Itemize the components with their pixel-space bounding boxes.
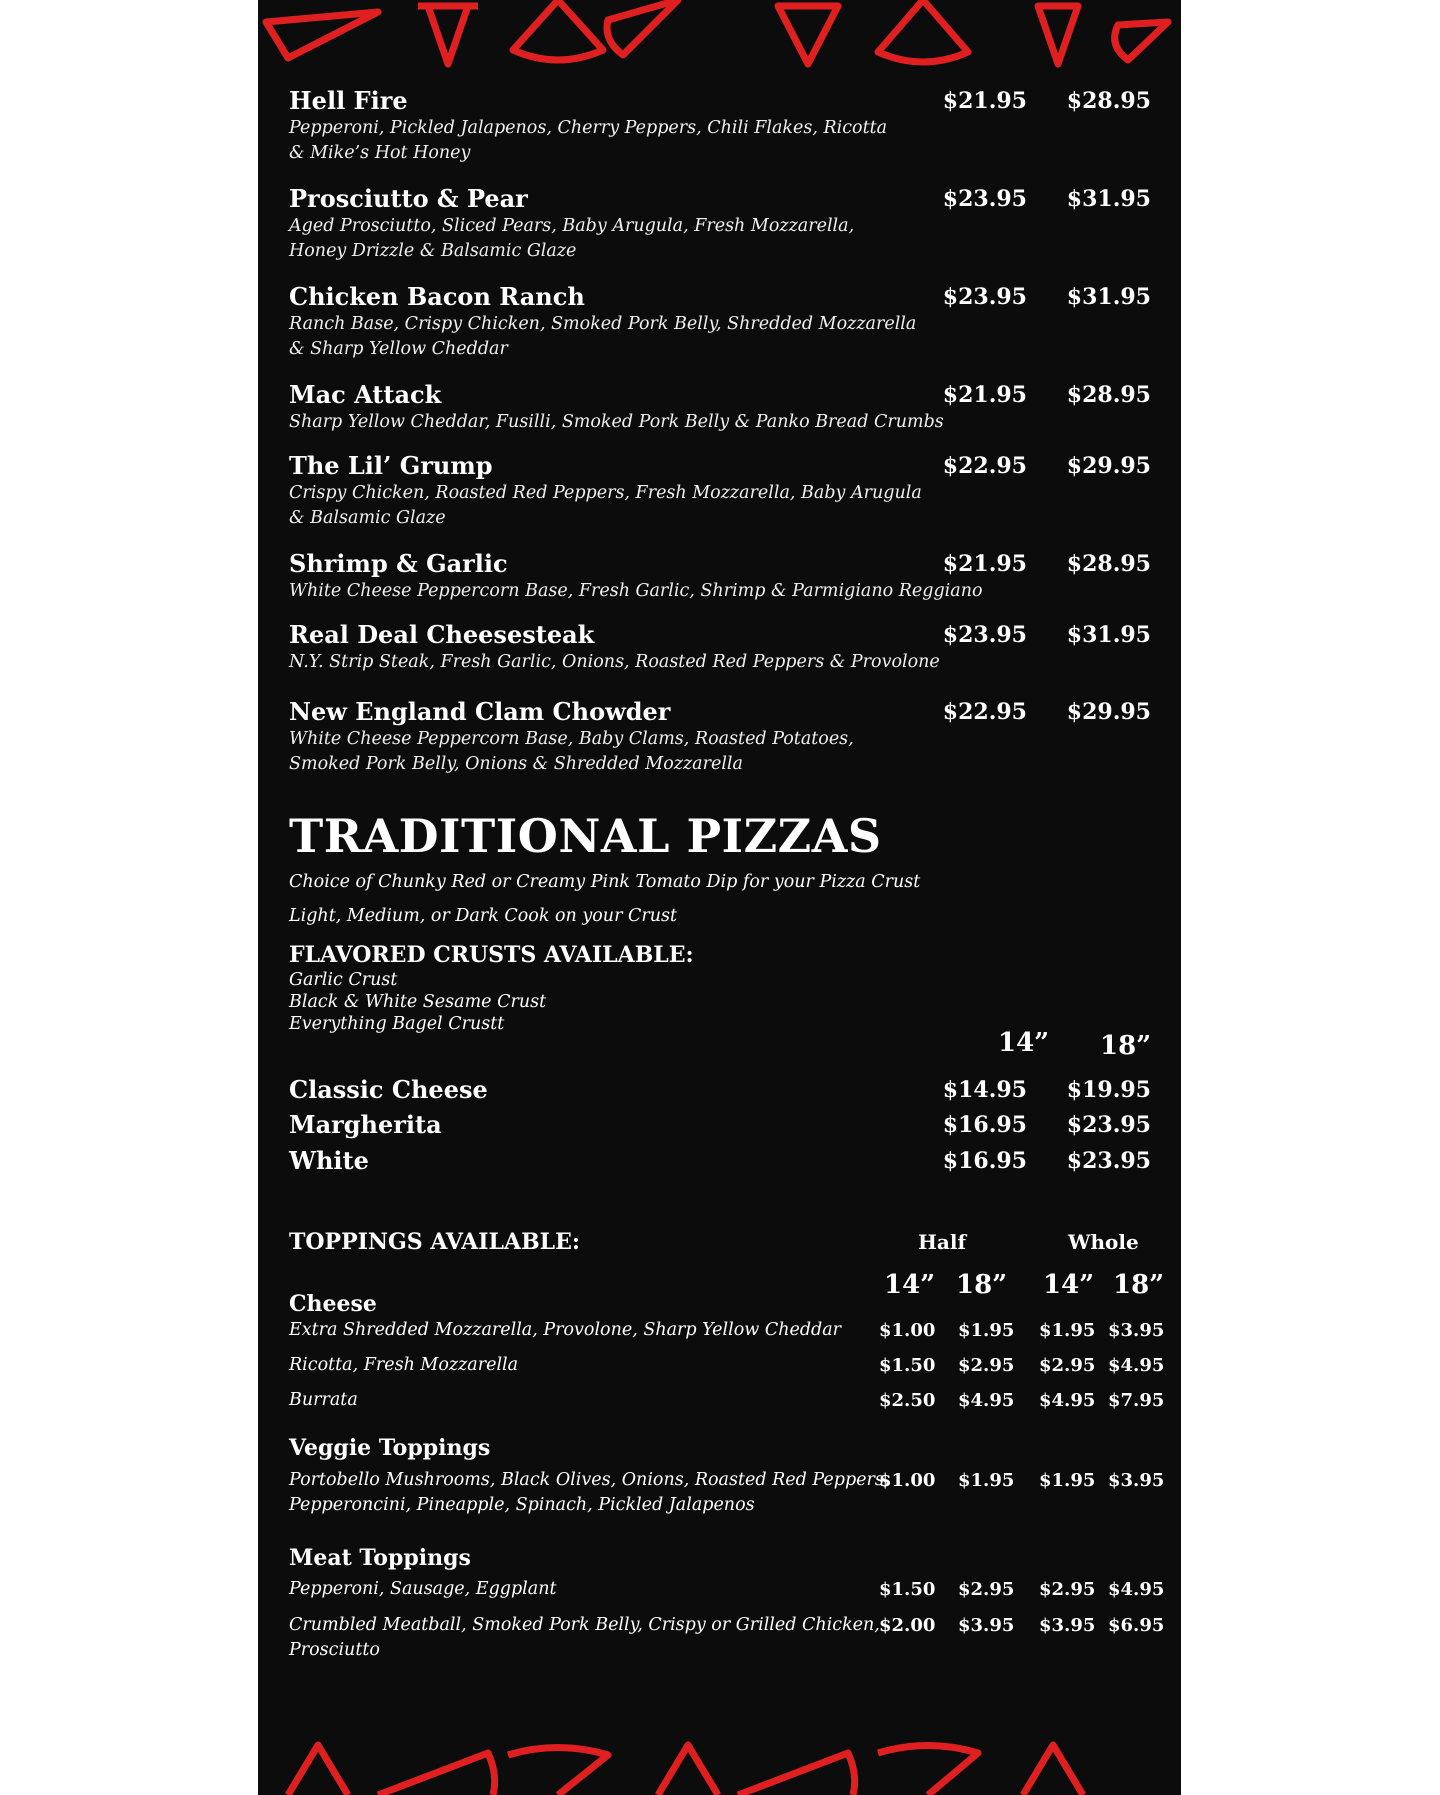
whole-18-price: $4.95 xyxy=(1108,1355,1165,1376)
pizza-description: Smoked Pork Belly, Onions & Shredded Mozzarella xyxy=(289,754,743,774)
specialty-pizza-item xyxy=(289,282,1151,362)
topping-description: Pepperoncini, Pineapple, Spinach, Pickled Jalapenos xyxy=(289,1495,755,1515)
pizza-description: & Mike’s Hot Honey xyxy=(289,143,471,163)
pizza-slice-icon xyxy=(878,0,968,62)
half-18-price: $2.95 xyxy=(958,1355,1015,1376)
pizza-slice-icon xyxy=(658,1745,718,1795)
pizza-description: Sharp Yellow Cheddar, Fusilli, Smoked Pork Belly & Panko Bread Crumbs xyxy=(289,412,944,432)
topping-row xyxy=(289,1613,1165,1663)
crust-item: Everything Bagel Crustt xyxy=(289,1014,505,1034)
price-14: $16.95 xyxy=(942,1112,1027,1138)
pizza-name: Real Deal Cheesesteak xyxy=(289,620,595,649)
half-14-price: $1.50 xyxy=(879,1355,936,1376)
specialty-pizza-item xyxy=(289,86,1151,166)
half-14-price: $1.50 xyxy=(879,1579,936,1600)
specialty-pizza-item xyxy=(289,620,1151,675)
specialty-pizza-item xyxy=(289,697,1151,777)
size-label-18: 18” xyxy=(1100,1031,1152,1061)
whole-14-price: $2.95 xyxy=(1039,1579,1096,1600)
cook-note: Light, Medium, or Dark Cook on your Crust xyxy=(289,906,678,926)
pizza-slice-border-top xyxy=(258,0,1181,90)
pizza-slice-icon xyxy=(288,1745,348,1795)
whole-14-price: $1.95 xyxy=(1039,1470,1096,1491)
whole-size-18: 18” xyxy=(1113,1270,1165,1300)
pizza-slice-icon xyxy=(266,12,378,58)
price-14: $16.95 xyxy=(942,1148,1027,1174)
price-14: $21.95 xyxy=(942,551,1027,577)
pizza-slice-icon xyxy=(508,1748,608,1795)
pizza-description: N.Y. Strip Steak, Fresh Garlic, Onions, Roasted Red Peppers & Provolone xyxy=(289,652,940,672)
menu-panel xyxy=(258,0,1181,1795)
half-18-price: $1.95 xyxy=(958,1320,1015,1341)
topping-row xyxy=(289,1353,1165,1378)
pizza-name: Mac Attack xyxy=(289,380,442,409)
toppings-title: TOPPINGS AVAILABLE: xyxy=(289,1229,581,1255)
pizza-name: The Lil’ Grump xyxy=(289,451,493,480)
price-14: $23.95 xyxy=(942,622,1027,648)
pizza-description: & Sharp Yellow Cheddar xyxy=(289,339,508,359)
topping-row xyxy=(289,1577,1165,1602)
whole-18-price: $4.95 xyxy=(1108,1579,1165,1600)
topping-category: Veggie Toppings xyxy=(289,1435,491,1461)
half-size-18: 18” xyxy=(956,1270,1008,1300)
pizza-description: & Balsamic Glaze xyxy=(289,508,446,528)
specialty-pizza-item xyxy=(289,380,1151,435)
pizza-name: Hell Fire xyxy=(289,86,408,115)
price-18: $31.95 xyxy=(1066,622,1151,648)
topping-description: Burrata xyxy=(289,1390,358,1410)
pizza-description: Aged Prosciutto, Sliced Pears, Baby Arugula, Fresh Mozzarella, xyxy=(289,216,855,236)
price-18: $23.95 xyxy=(1066,1148,1151,1174)
pizza-slice-icon xyxy=(1115,22,1168,60)
topping-description: Portobello Mushrooms, Black Olives, Onions, Roasted Red Peppers, xyxy=(289,1470,890,1490)
topping-category: Meat Toppings xyxy=(289,1545,471,1571)
topping-description: Crumbled Meatball, Smoked Pork Belly, Crispy or Grilled Chicken, xyxy=(289,1615,880,1635)
pizza-description: Ranch Base, Crispy Chicken, Smoked Pork Belly, Shredded Mozzarella xyxy=(289,314,917,334)
specialty-pizza-item xyxy=(289,451,1151,531)
pizza-slice-icon xyxy=(513,0,603,60)
traditional-pizza-item xyxy=(289,1073,1151,1107)
price-18: $29.95 xyxy=(1066,453,1151,479)
pizza-name: White xyxy=(289,1146,369,1175)
whole-14-price: $4.95 xyxy=(1039,1390,1096,1411)
size-label-14: 14” xyxy=(998,1028,1050,1058)
topping-category: Cheese xyxy=(289,1291,377,1317)
price-14: $23.95 xyxy=(942,186,1027,212)
pizza-name: New England Clam Chowder xyxy=(289,697,671,726)
half-14-price: $2.00 xyxy=(879,1615,936,1636)
pizza-slice-border-bottom xyxy=(258,1705,1181,1795)
half-18-price: $1.95 xyxy=(958,1470,1015,1491)
topping-description: Pepperoni, Sausage, Eggplant xyxy=(289,1579,557,1599)
topping-row xyxy=(289,1388,1165,1413)
whole-18-price: $3.95 xyxy=(1108,1470,1165,1491)
topping-description: Extra Shredded Mozzarella, Provolone, Sharp Yellow Cheddar xyxy=(289,1320,842,1340)
pizza-description: Pepperoni, Pickled Jalapenos, Cherry Peppers, Chili Flakes, Ricotta xyxy=(289,118,888,138)
pizza-slice-icon xyxy=(738,1753,855,1795)
price-14: $23.95 xyxy=(942,284,1027,310)
pizza-description: Crispy Chicken, Roasted Red Peppers, Fresh Mozzarella, Baby Arugula xyxy=(289,483,922,503)
pizza-slice-icon xyxy=(607,0,678,55)
pizza-name: Margherita xyxy=(289,1110,442,1139)
whole-18-price: $7.95 xyxy=(1108,1390,1165,1411)
topping-row xyxy=(289,1318,1165,1343)
pizza-description: White Cheese Peppercorn Base, Baby Clams, Roasted Potatoes, xyxy=(289,729,854,749)
price-14: $21.95 xyxy=(942,382,1027,408)
price-14: $21.95 xyxy=(942,88,1027,114)
half-14-price: $1.00 xyxy=(879,1320,936,1341)
crust-item: Black & White Sesame Crust xyxy=(289,992,547,1012)
pizza-slice-icon xyxy=(878,1746,978,1795)
topping-description: Ricotta, Fresh Mozzarella xyxy=(289,1355,519,1375)
pizza-slice-icon xyxy=(418,6,478,64)
whole-18-price: $3.95 xyxy=(1108,1320,1165,1341)
half-label: Half xyxy=(918,1230,967,1254)
pizza-name: Shrimp & Garlic xyxy=(289,549,508,578)
price-18: $28.95 xyxy=(1066,88,1151,114)
specialty-pizza-item xyxy=(289,549,1151,604)
whole-14-price: $1.95 xyxy=(1039,1320,1096,1341)
pizza-slice-icon xyxy=(778,6,838,64)
half-18-price: $3.95 xyxy=(958,1615,1015,1636)
section-heading-traditional: TRADITIONAL PIZZAS xyxy=(289,809,882,863)
price-18: $23.95 xyxy=(1066,1112,1151,1138)
half-14-price: $2.50 xyxy=(879,1390,936,1411)
flavored-crusts-title: FLAVORED CRUSTS AVAILABLE: xyxy=(289,942,694,968)
topping-row xyxy=(289,1468,1165,1518)
price-18: $28.95 xyxy=(1066,551,1151,577)
price-14: $14.95 xyxy=(942,1077,1027,1103)
half-18-price: $2.95 xyxy=(958,1579,1015,1600)
pizza-name: Prosciutto & Pear xyxy=(289,184,528,213)
pizza-slice-icon xyxy=(1038,6,1078,64)
price-18: $29.95 xyxy=(1066,699,1151,725)
whole-14-price: $3.95 xyxy=(1039,1615,1096,1636)
pizza-name: Classic Cheese xyxy=(289,1075,488,1104)
half-size-14: 14” xyxy=(884,1270,936,1300)
price-14: $22.95 xyxy=(942,453,1027,479)
whole-size-14: 14” xyxy=(1043,1270,1095,1300)
traditional-pizza-item xyxy=(289,1108,1151,1142)
crust-item: Garlic Crust xyxy=(289,970,398,990)
price-14: $22.95 xyxy=(942,699,1027,725)
half-18-price: $4.95 xyxy=(958,1390,1015,1411)
topping-description: Prosciutto xyxy=(289,1640,380,1660)
sauce-note: Choice of Chunky Red or Creamy Pink Tomato Dip for your Pizza Crust xyxy=(289,872,921,892)
half-14-price: $1.00 xyxy=(879,1470,936,1491)
price-18: $31.95 xyxy=(1066,186,1151,212)
specialty-pizza-item xyxy=(289,184,1151,264)
whole-14-price: $2.95 xyxy=(1039,1355,1096,1376)
price-18: $31.95 xyxy=(1066,284,1151,310)
pizza-name: Chicken Bacon Ranch xyxy=(289,282,585,311)
whole-18-price: $6.95 xyxy=(1108,1615,1165,1636)
pizza-description: Honey Drizzle & Balsamic Glaze xyxy=(289,241,577,261)
price-18: $19.95 xyxy=(1066,1077,1151,1103)
pizza-slice-icon xyxy=(1023,1745,1083,1795)
pizza-slice-icon xyxy=(378,1753,495,1795)
traditional-pizza-item xyxy=(289,1144,1151,1178)
whole-label: Whole xyxy=(1068,1230,1139,1254)
pizza-description: White Cheese Peppercorn Base, Fresh Garlic, Shrimp & Parmigiano Reggiano xyxy=(289,581,983,601)
price-18: $28.95 xyxy=(1066,382,1151,408)
